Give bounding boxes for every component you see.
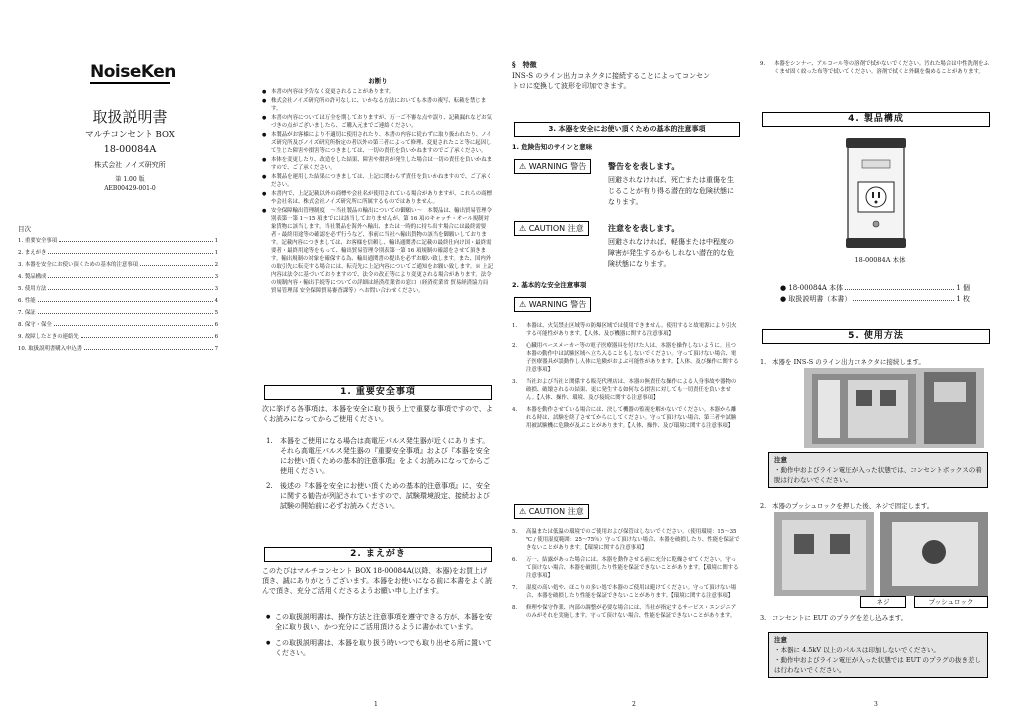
photo-pushlock (774, 512, 988, 608)
toc-entry-page: 2 (214, 262, 218, 268)
toc (18, 224, 218, 356)
section1-item (266, 481, 492, 511)
caution-heading: 注意をを表します。 (608, 223, 680, 233)
company-logo: NoiseKen (90, 62, 176, 82)
notice-item: ● 安全保障輸出管理制度 ～当社製品の輸出についての御願い～ 本製品は、輸出貿易管理令別表第一第 1～15 項までには該当しておりませんが、第 16 項のキャッチ・オール規制対象貨物に該当します。当社製品を海外へ輸出、または一時的に持ち出す場合には最終需要者・最終用途等の確認を必ず行うなど、事前に当社へ輸出貨物の該当を御願いしております。記載内容につきましては、お客様を信頼し、輸出通関書に記載の最終仕向け国・最終需要者・最終用途等をもって、輸出貿易管理令別表第一第 16 項規制の確認をさせて頂きます。輸出規制の対象を確保する為、輸出通関書の提出を必ずお願い致します。また、国内外の取引先に転売する場合には、転売先に上記内容についてご通知をお願い致します。※ 上記内容は法令に基づいておりますので、法令の改正等により変更される場合があります。法令の規制内容・輸出手続等についての詳細は経済産業省の窓口（経済産業省 貿易経済協力局 貿易管理部 安全保障貿易審査課等）へお問い合わせください。 (262, 207, 494, 295)
section1-item (266, 436, 492, 476)
item-number: 2. (512, 343, 518, 349)
toc-entry-page: 7 (214, 346, 218, 352)
page1-right-column (262, 0, 494, 724)
caution-items (512, 528, 740, 624)
warning-meaning: 回避されなければ、死亡または重傷を生じることが有り得る潜在的な危険状態になります。 (608, 176, 734, 206)
toc-entry-page: 5 (214, 310, 218, 316)
toc-leader (140, 260, 213, 266)
step-3: 3. コンセントに EUT のプラグを差し込みます。 (760, 614, 908, 622)
safety-item (512, 556, 740, 580)
toc-entry-label: 1. 重要安全事項 (18, 238, 58, 244)
item-text: 本器を動作させている場合には、決して機器の監視を解かないでください。本器から離れる時は、試験を終了させてからにしてください。守って頂けない場合、第三者や試験用被試験機に危険が及ぶことがあります。【人体、操作、及び環境に関する注意事項】 (526, 407, 737, 429)
feature-title: § 特徴 (512, 60, 537, 69)
toc-entry-label: 8. 保守・保全 (18, 322, 52, 328)
note-2-line-2: ・動作中およびライン電圧が入った状態では EUT のプラグの抜き差しは行わないでください。 (774, 656, 981, 674)
notice-item: ● 本製品を運用した結果につきましては、上記に関わらず責任を負いかねますので、ご了承ください。 (262, 173, 494, 189)
toc-leader (54, 320, 213, 326)
toc-entry-page: 3 (214, 274, 218, 280)
step-1: 1. 本器を INS-S のライン出力コネクタに接続します。 (760, 358, 925, 366)
toc-entry-page: 6 (214, 322, 218, 328)
item-number: 5. (512, 529, 518, 535)
component-leader (853, 295, 954, 301)
section2-item: ● この取扱説明書は、操作方法と注意事項を遵守できる方が、本器を安全に取り扱い、かつ充分にご活用頂けるように書かれています。 (266, 612, 492, 632)
page1-left-column (18, 0, 228, 724)
item-number: 1. (266, 437, 273, 445)
product-illustration (844, 134, 908, 252)
toc-entry[interactable] (18, 236, 218, 245)
note-1 (768, 452, 988, 488)
section4-heading: 4. 製品構成 (762, 112, 990, 127)
item-text: 心臓用ペースメーカー等の電子医療器具を付けた人は、本器を操作しないように。且つ本器の動作中は試験区域へ立ち入ることもしないでください。守って頂けない場合、電子医療器具が誤動作し人体に危険がおよぶ可能性があります。【人体、及び操作に関する注意事項】 (526, 343, 739, 373)
note-1-title: 注意 (774, 456, 787, 464)
section5-heading: 5. 使用方法 (762, 329, 990, 344)
item-text: 本器は、火気禁止区域等の防爆区域では使用できません。使用すると故電源により引火する可能性があります。【人体、及び機器に関する注意事項】 (526, 323, 737, 337)
toc-leader (48, 272, 212, 278)
toc-entry-label: 7. 保証 (18, 310, 36, 316)
safety-item (512, 406, 740, 430)
page2-column (512, 0, 744, 724)
section2-list (266, 612, 492, 664)
component-item (780, 294, 970, 305)
section1-heading: 1. 重要安全事項 (264, 385, 492, 400)
document-subtitle: マルチコンセント BOX (85, 130, 175, 140)
toc-leader (38, 296, 213, 302)
toc-entry-page: 4 (214, 298, 218, 304)
step-2: 2. 本器のプッシュロックを押した後、ネジで固定します。 (760, 502, 934, 510)
bullet-icon: ● (780, 295, 789, 303)
toc-entry-label: 5. 使用方法 (18, 286, 47, 292)
toc-leader (38, 308, 213, 314)
component-item (780, 283, 970, 294)
label-screw: ネジ (860, 596, 906, 608)
notice-item: ● 本体を変更したり、改造をした結果、障害や損害が発生した場合は一切の責任を負いかねますので、ご了承ください。 (262, 156, 494, 172)
safety-item (512, 528, 740, 552)
safety-item (512, 342, 740, 374)
page-number-1: 1 (374, 701, 378, 708)
notice-title: お断り (368, 77, 388, 85)
warning-items (512, 322, 740, 434)
toc-entry-page: 1 (214, 250, 218, 256)
section3-2-heading: 2. 基本的な安全注意事項 (512, 281, 587, 289)
section3-1-heading: 1. 危険告知のサインと意味 (512, 143, 593, 151)
logo-underline (90, 82, 170, 84)
page-number-2: 2 (632, 701, 636, 708)
section1-list (266, 436, 492, 516)
item-text: 当社および当社と関係する販売代理店は、本器の無責任な操作による人身事故や器物の破損、破壊されるの結果、更に発生する如何なる損害に対しても一切責任を負いません。【人体、操作、環境、及び接続に関する注意事項】 (526, 379, 737, 401)
warning-sign: ⚠ WARNING 警告 (514, 159, 591, 174)
bullet-icon: ● (780, 284, 789, 292)
toc-entry-label: 2. まえがき (18, 250, 47, 256)
safety-item (512, 378, 740, 402)
section2-heading: 2. まえがき (264, 547, 492, 562)
toc-entry[interactable] (18, 320, 218, 329)
toc-entry-label: 6. 性能 (18, 298, 36, 304)
toc-entry-label: 10. 取扱説明書購入申込書 (18, 346, 83, 352)
section2-item: ● この取扱説明書は、本器を取り扱う時いつでも取り出せる所に置いてください。 (266, 638, 492, 658)
warning-heading: 警告をを表します。 (608, 161, 680, 171)
item-number: 3. (512, 379, 518, 385)
toc-entry-page: 1 (214, 238, 218, 244)
label-pushlock: プッシュロック (914, 596, 988, 608)
feature-text: INS-S のライン出力コネクタに接続することによってコンセントロに変換して波形を印加できます。 (512, 72, 710, 90)
toc-entry[interactable] (18, 296, 218, 305)
toc-entry[interactable] (18, 260, 218, 269)
photo-connection (804, 368, 984, 448)
model-number: 18-00084A (103, 144, 157, 155)
toc-entry-label: 4. 製品構成 (18, 274, 47, 280)
note-1-text: ・動作中およびライン電圧が入った状態では、コンセントボックスの着脱は行わないでください。 (774, 466, 982, 484)
toc-entry[interactable] (18, 272, 218, 281)
section1-intro: 次に挙げる各事項は、本器を安全に取り扱う上で重要な事項ですので、よくお読みになってからご使用ください。 (262, 405, 493, 423)
notice-item: ● 本製品がお客様により不適切に使用されたり、本書の内容に従わずに取り扱われたり、ノイズ研究所及びノイズ研究所指定の者以外の第三者によって修理、変更されたこと等に起因して生じた障害や損害等につきましては、一切の責任を負いかねますのでご了承ください。 (262, 131, 494, 155)
warning-sign-2: ⚠ WARNING 警告 (514, 297, 591, 312)
component-qty: 1 個 (956, 284, 970, 292)
toc-leader (48, 248, 212, 254)
edition: 第 1.00 版 (115, 176, 145, 183)
component-list (780, 283, 970, 305)
section2-intro: このたびはマルチコンセント BOX 18-00084A(以降、本器)をお買上げ頂き、誠にありがとうございます。本器をお使いになる前に本書をよく読んで頂き、充分ご活用くださるようお願い申し上げます。 (262, 567, 493, 595)
component-name: 取扱説明書（本書） (788, 295, 852, 303)
notice-item: ● 本書内で、上記記載以外の商標や会社名が使用されている場合がありますが、これらの商標や会社名は、株式会社ノイズ研究所に所属するものではありません。 (262, 190, 494, 206)
caution-sign: ⚠ CAUTION 注意 (514, 221, 589, 236)
document-title: 取扱説明書 (92, 108, 168, 126)
item-text: 修理や保守作業、内部の調整が必要な場合には、当社が指定するサービス・エンジニアのみがそれを実施します。守って頂けない場合、性能を保証できないことがあります。 (526, 605, 737, 619)
toc-entry[interactable] (18, 308, 218, 317)
safety-item (512, 322, 740, 338)
doc-code: AEB00429-001-0 (104, 185, 156, 192)
item-number: 7. (512, 585, 518, 591)
component-qty: 1 枚 (956, 295, 970, 303)
page-number-3: 3 (874, 701, 878, 708)
toc-leader (81, 332, 213, 338)
item-9: 9. 本器をシンナー、アルコール等の溶剤で拭かないでください。汚れた場合は中性洗剤をふくませ固く絞った布等で拭いてください。溶剤で拭くと外観を傷めることがあります。 (760, 61, 989, 75)
item-number: 4. (512, 407, 518, 413)
toc-entry-label: 9. 故障したときの連絡先 (18, 334, 79, 340)
section3-heading: 3. 本器を安全にお使い頂くための基本的注意事項 (514, 122, 740, 137)
notice-item: ● 本書の内容は予告なく変更されることがあります。 (262, 88, 494, 96)
notice-item: ● 本書の内容については万全を期しておりますが、万一ご不審な点や誤り、記載漏れなどお気づきの点がございましたら、ご購入元までご連絡ください。 (262, 114, 494, 130)
toc-entry[interactable] (18, 332, 218, 341)
safety-item (512, 584, 740, 600)
note-2 (768, 632, 988, 678)
item-text: 後述の『本器を安全にお使い頂くための基本的注意事項』に、安全に関する勧告が列記されていますので、試験環境設定、接続および試験の開始前に必ずお読みください。 (280, 482, 490, 510)
item-text: 湿度の高い処や、ほこりの多い処で本器のご使用は避けてください。守って頂けない場合、本器を破損したり性能を保証できないことがあります。【環境に関する注意事項】 (526, 585, 737, 599)
toc-leader (59, 236, 212, 242)
item-text: 本器をご使用になる場合は高電圧パルス発生器が近くにあります。それら高電圧パルス発生器の『重要安全事項』および『本器を安全にお使い頂くための基本的注意事項』をよくお読みになってからご使用ください。 (280, 437, 490, 475)
item-text: 万一、結露があった場合には、本器を動作させる前に充分に乾燥させてください。守って頂けない場合、本器を破損したり性能を保証できないことがあります。【環境に関する注意事項】 (526, 557, 739, 579)
component-name: 18-00084A 本体 (788, 284, 844, 292)
toc-entry-page: 3 (214, 286, 218, 292)
toc-entry-page: 6 (214, 334, 218, 340)
company-name: 株式会社 ノイズ研究所 (94, 161, 166, 169)
item-number: 1. (512, 323, 518, 329)
note-2-line-1: ・本器に 4.5kV 以上のパルスは印加しないでください。 (774, 646, 940, 654)
toc-entry[interactable] (18, 344, 218, 353)
toc-entry-label: 3. 本器を安全にお使い頂くための基本的注意事項 (18, 262, 139, 268)
toc-title: 目次 (18, 225, 31, 233)
notice-list (262, 88, 494, 296)
item-number: 8. (512, 605, 518, 611)
component-leader (845, 284, 954, 290)
item-number: 2. (266, 482, 273, 490)
item-number: 6. (512, 557, 518, 563)
toc-leader (84, 344, 212, 350)
item-text: 高温または低温の環境でのご使用および保管はしないでください。（使用環境：15～35 ℃ / 使用湿度範囲：25～75％）守って頂けない場合、本器を破損したり、性能を保証できないことがあります。【環境に関する注意事項】 (526, 529, 740, 551)
product-caption: 18-00084A 本体 (854, 256, 906, 264)
toc-leader (48, 284, 212, 290)
caution-meaning: 回避されなければ、軽傷または中程度の障害が発生するかもしれない潜在的な危険状態になります。 (608, 238, 734, 268)
caution-sign-2: ⚠ CAUTION 注意 (514, 504, 589, 519)
page3-column (760, 0, 996, 724)
safety-item (512, 604, 740, 620)
toc-entry[interactable] (18, 248, 218, 257)
toc-entry[interactable] (18, 284, 218, 293)
note-2-title: 注意 (774, 636, 787, 644)
notice-item: ● 株式会社ノイズ研究所の許可なしに、いかなる方法においても本書の複写、転載を禁じます。 (262, 97, 494, 113)
